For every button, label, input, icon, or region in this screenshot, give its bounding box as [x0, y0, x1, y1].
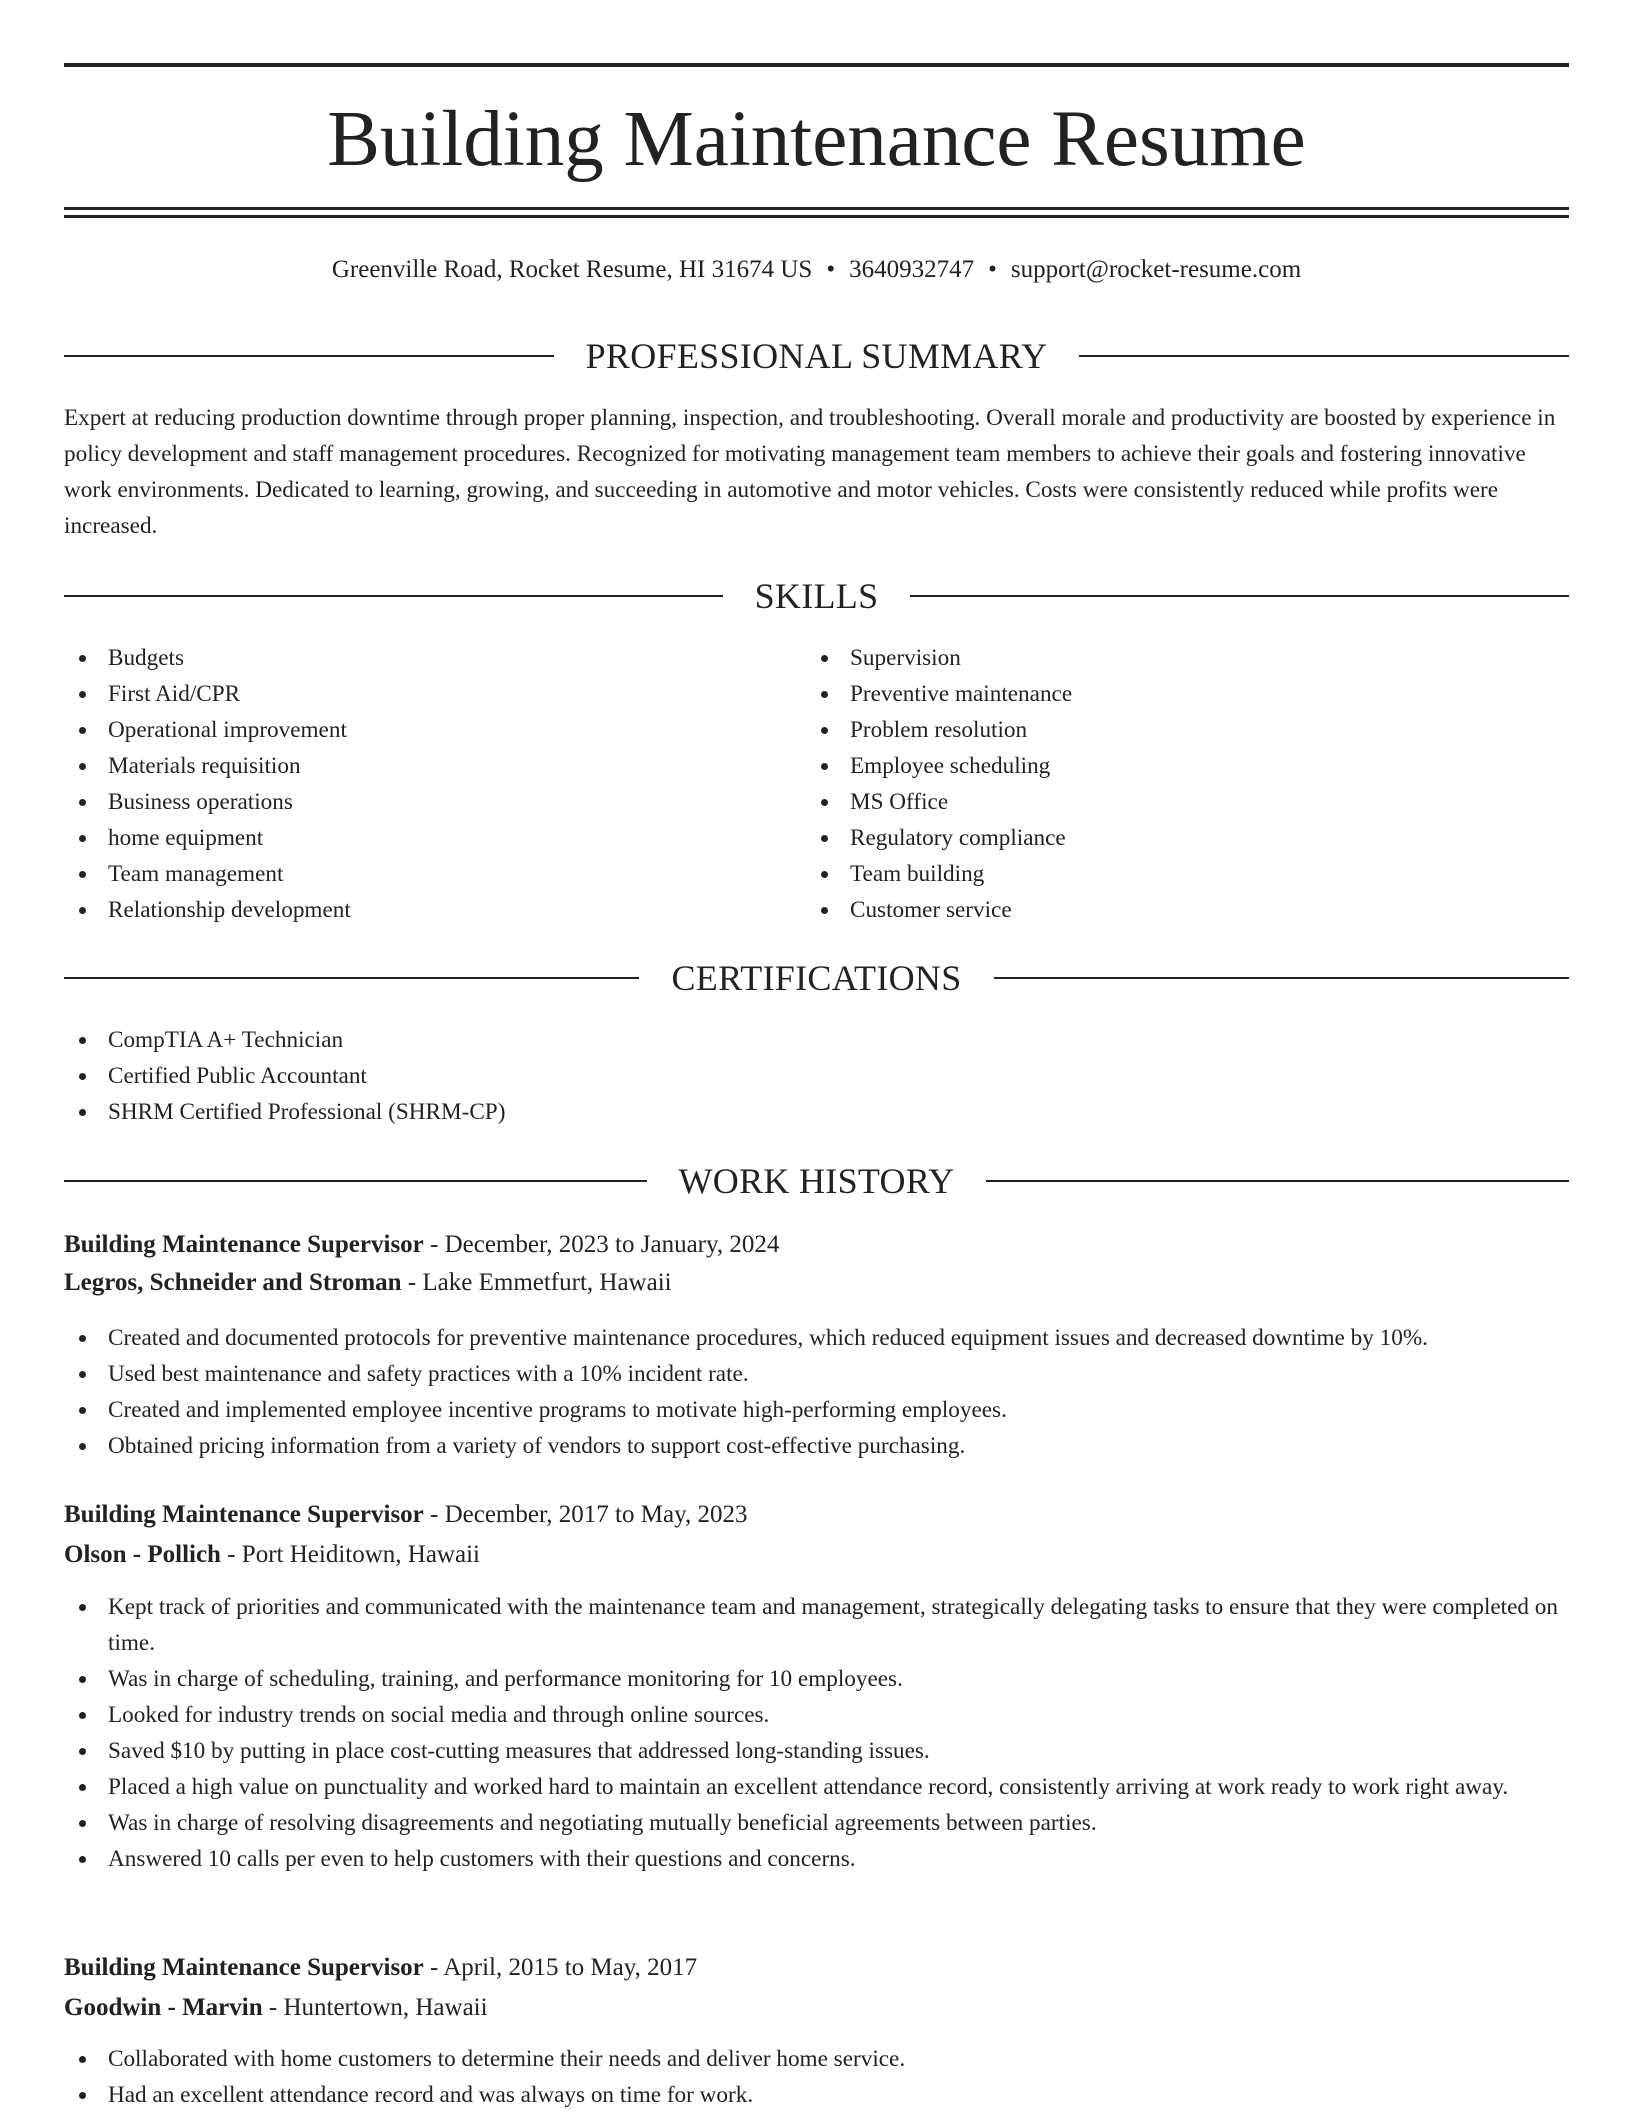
- job-bullets-block: [64, 2041, 1569, 2113]
- skills-section-heading: [64, 576, 1569, 616]
- job-location: Port Heiditown, Hawaii: [241, 1541, 480, 1568]
- skill-item: Employee scheduling: [806, 748, 1506, 784]
- certification-item: SHRM Certified Professional (SHRM-CP): [64, 1094, 1569, 1130]
- certifications-section-heading: [64, 958, 1569, 998]
- skill-item: Supervision: [806, 640, 1506, 676]
- certifications-heading-label: CERTIFICATIONS: [671, 958, 962, 998]
- job-bullet: Created and implemented employee incentive programs to motivate high-performing employees.: [64, 1392, 1569, 1428]
- skills-list-right: [806, 640, 1506, 928]
- contact-email: support@rocket-resume.com: [1010, 256, 1302, 283]
- heading-rule-right: [1079, 355, 1569, 357]
- job-bullet: Was in charge of scheduling, training, and performance monitoring for 10 employees.: [64, 1661, 1569, 1697]
- work-section-heading: [64, 1161, 1569, 1201]
- job-bullet: Answered 10 calls per even to help customers with their questions and concerns.: [64, 1841, 1569, 1877]
- certifications-list: [64, 1022, 1569, 1130]
- job-dates: April, 2015 to May, 2017: [443, 1954, 698, 1981]
- job-location: Huntertown, Hawaii: [283, 1994, 488, 2021]
- skill-item: Team management: [64, 856, 764, 892]
- heading-rule-left: [64, 355, 554, 357]
- job-title: Building Maintenance Supervisor: [64, 1501, 424, 1528]
- job-bullet: Saved $10 by putting in place cost-cutting measures that addressed long-standing issues.: [64, 1733, 1569, 1769]
- job-bullet: Used best maintenance and safety practices with a 10% incident rate.: [64, 1356, 1569, 1392]
- job-company-line: Goodwin - Marvin - Huntertown, Hawaii: [64, 1994, 488, 2021]
- skill-item: Regulatory compliance: [806, 820, 1506, 856]
- skill-item: Materials requisition: [64, 748, 764, 784]
- job-title-line: Building Maintenance Supervisor - December, 2023 to January, 2024: [64, 1231, 780, 1258]
- summary-text: Expert at reducing production downtime through proper planning, inspection, and troubleshooting. Overall morale and productivity are boosted by experience in policy development and staff management procedures. Recognized for motivating management team members to achieve their goals and fostering innovative work environments. Dedicated to learning, growing, and succeeding in automotive and motor vehicles. Costs were consistently reduced while profits were increased.: [64, 405, 1556, 539]
- contact-address: Greenville Road, Rocket Resume, HI 31674 US: [331, 256, 813, 283]
- job-bullet: Was in charge of resolving disagreements and negotiating mutually beneficial agreements between parties.: [64, 1805, 1569, 1841]
- skill-item: Problem resolution: [806, 712, 1506, 748]
- heading-rule-left: [64, 1180, 647, 1182]
- certifications-block: [64, 1022, 1569, 1130]
- page-title: Building Maintenance Resume: [327, 96, 1306, 183]
- contact-phone: 3640932747: [849, 256, 975, 283]
- job-title-line: Building Maintenance Supervisor - December, 2017 to May, 2023: [64, 1501, 748, 1528]
- job-company-line: Legros, Schneider and Stroman - Lake Emmetfurt, Hawaii: [64, 1269, 672, 1296]
- skill-item: Customer service: [806, 892, 1506, 928]
- job-bullet: Looked for industry trends on social media and through online sources.: [64, 1697, 1569, 1733]
- job-bullet: Obtained pricing information from a variety of vendors to support cost-effective purchasing.: [64, 1428, 1569, 1464]
- skills-left-column: [64, 640, 764, 928]
- heading-rule-right: [994, 977, 1569, 979]
- skill-item: Team building: [806, 856, 1506, 892]
- job-bullets-block: [64, 1320, 1569, 1464]
- job-title-line: Building Maintenance Supervisor - April, 2015 to May, 2017: [64, 1954, 698, 1981]
- skill-item: Budgets: [64, 640, 764, 676]
- skill-item: Preventive maintenance: [806, 676, 1506, 712]
- certification-item: CompTIA A+ Technician: [64, 1022, 1569, 1058]
- job-bullet: Created and documented protocols for preventive maintenance procedures, which reduced equipment issues and decreased downtime by 10%.: [64, 1320, 1569, 1356]
- job-bullet-list: [64, 1589, 1569, 1877]
- heading-rule-left: [64, 595, 723, 597]
- heading-rule-right: [910, 595, 1569, 597]
- skills-right-column: [806, 640, 1506, 928]
- certification-item: Certified Public Accountant: [64, 1058, 1569, 1094]
- heading-rule-right: [986, 1180, 1569, 1182]
- title-double-rule-upper: [64, 207, 1569, 210]
- work-heading-label: WORK HISTORY: [678, 1161, 955, 1201]
- job-bullet-list: [64, 1320, 1569, 1464]
- job-dates: December, 2017 to May, 2023: [444, 1501, 748, 1528]
- skill-item: First Aid/CPR: [64, 676, 764, 712]
- skills-heading-label: SKILLS: [754, 576, 879, 616]
- job-bullet: Kept track of priorities and communicated with the maintenance team and management, strategically delegating tasks to ensure that they were completed on time.: [64, 1589, 1569, 1661]
- heading-rule-left: [64, 977, 639, 979]
- contact-separator: •: [826, 256, 836, 283]
- job-location: Lake Emmetfurt, Hawaii: [422, 1269, 672, 1296]
- job-bullet: Had an excellent attendance record and was always on time for work.: [64, 2077, 1569, 2113]
- skill-item: MS Office: [806, 784, 1506, 820]
- summary-heading-label: PROFESSIONAL SUMMARY: [585, 336, 1048, 376]
- contact-separator: •: [988, 256, 997, 283]
- job-dates: December, 2023 to January, 2024: [444, 1231, 780, 1258]
- job-company: Olson - Pollich: [64, 1541, 221, 1568]
- skill-item: Relationship development: [64, 892, 764, 928]
- job-bullet: Placed a high value on punctuality and worked hard to maintain an excellent attendance record, consistently arriving at work ready to work right away.: [64, 1769, 1569, 1805]
- job-title: Building Maintenance Supervisor: [64, 1231, 424, 1258]
- skill-item: Business operations: [64, 784, 764, 820]
- job-company: Legros, Schneider and Stroman: [64, 1269, 402, 1296]
- summary-section-heading: [64, 336, 1569, 376]
- job-company: Goodwin - Marvin: [64, 1994, 263, 2021]
- skill-item: Operational improvement: [64, 712, 764, 748]
- job-bullet: Collaborated with home customers to determine their needs and deliver home service.: [64, 2041, 1569, 2077]
- top-rule: [64, 63, 1569, 67]
- skills-list-left: [64, 640, 764, 928]
- job-bullets-block: [64, 1589, 1569, 1877]
- job-title: Building Maintenance Supervisor: [64, 1954, 424, 1981]
- job-bullet-list: [64, 2041, 1569, 2113]
- title-double-rule-lower: [64, 215, 1569, 218]
- skill-item: home equipment: [64, 820, 764, 856]
- contact-line: [64, 254, 1569, 286]
- job-company-line: Olson - Pollich - Port Heiditown, Hawaii: [64, 1541, 480, 1568]
